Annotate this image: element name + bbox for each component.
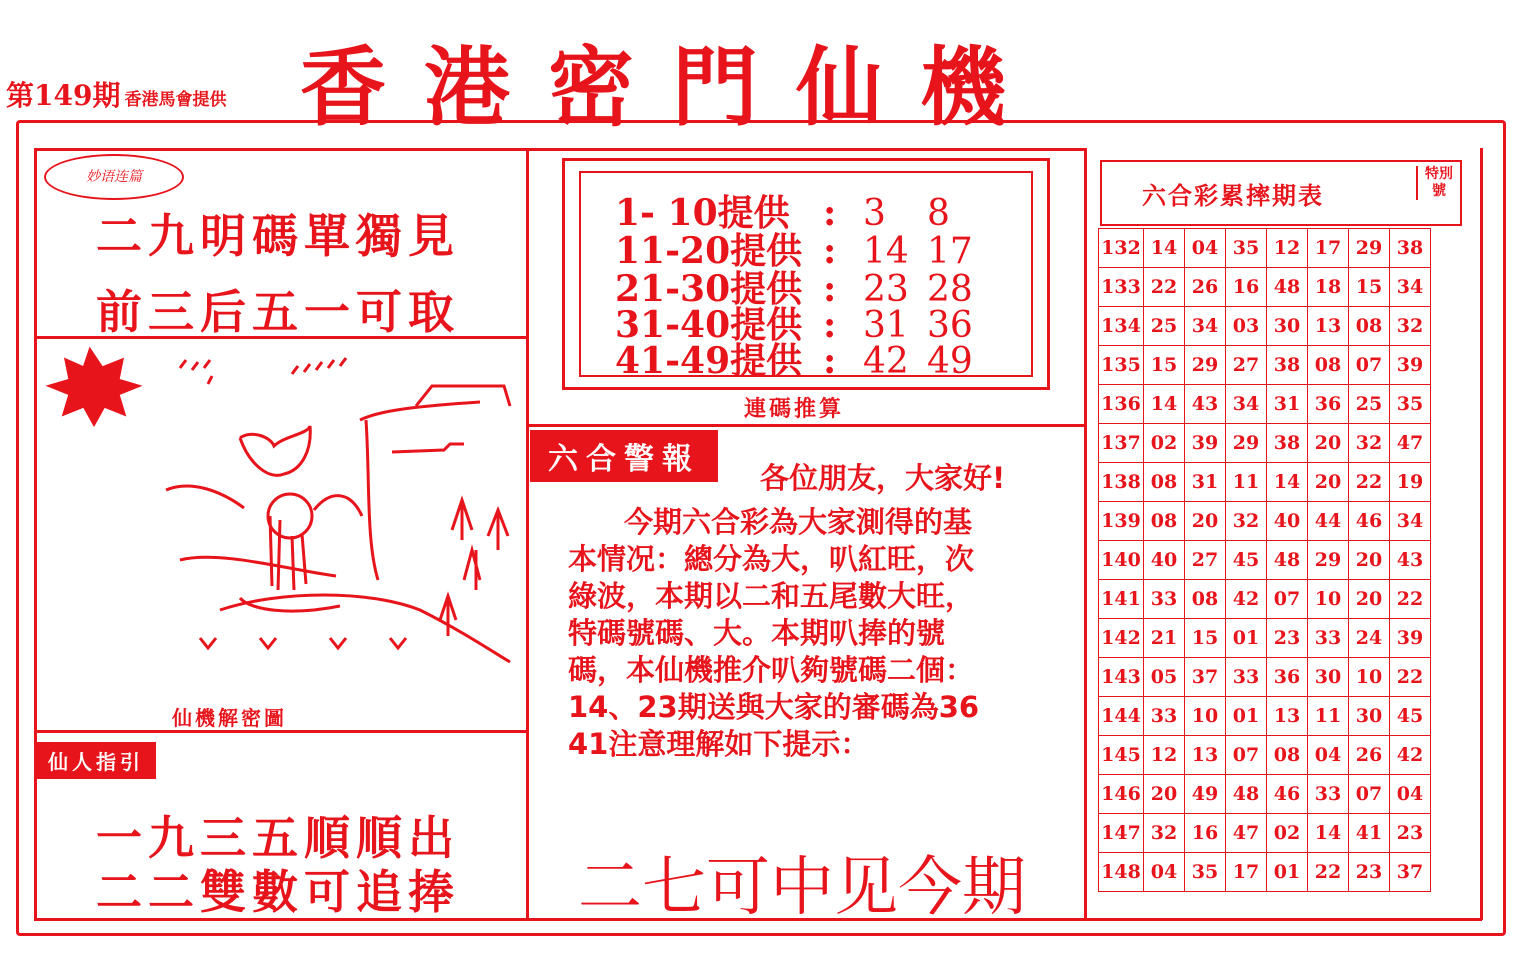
- table-row: [1099, 853, 1431, 892]
- number-cell: 10: [1308, 580, 1349, 619]
- issue-cell: 140: [1099, 541, 1144, 580]
- table-row: [1099, 580, 1431, 619]
- inner-top-border: [34, 148, 1084, 151]
- number-cell: 19: [1390, 463, 1431, 502]
- number-cell: 38: [1390, 229, 1431, 268]
- alert-body: [568, 504, 1068, 763]
- range-row: [615, 333, 991, 384]
- number-cell: 34: [1390, 502, 1431, 541]
- number-cell: 08: [1267, 736, 1308, 775]
- table-row: [1099, 658, 1431, 697]
- number-cell: 39: [1185, 424, 1226, 463]
- number-cell: 23: [1390, 814, 1431, 853]
- guide-line-1: 一九三五順順出: [96, 811, 460, 865]
- number-cell: 20: [1308, 424, 1349, 463]
- number-cell: 32: [1144, 814, 1185, 853]
- issue-cell: 148: [1099, 853, 1144, 892]
- number-cell: 08: [1144, 502, 1185, 541]
- guide-tag: 仙人指引: [36, 742, 156, 779]
- number-cell: 20: [1308, 463, 1349, 502]
- number-cell: 13: [1308, 307, 1349, 346]
- range-label: 1- 10提供: [615, 192, 790, 234]
- number-cell: 29: [1226, 424, 1267, 463]
- number-cell: 39: [1390, 619, 1431, 658]
- number-cell: 22: [1390, 658, 1431, 697]
- table-row: [1099, 229, 1431, 268]
- number-cell: 15: [1185, 619, 1226, 658]
- number-cell: 01: [1226, 619, 1267, 658]
- range-colon: :: [823, 340, 837, 382]
- number-cell: 43: [1185, 385, 1226, 424]
- issue-cell: 139: [1099, 502, 1144, 541]
- number-cell: 13: [1185, 736, 1226, 775]
- number-cell: 43: [1390, 541, 1431, 580]
- range-value-b: 28: [927, 269, 973, 310]
- number-cell: 35: [1226, 229, 1267, 268]
- range-value-a: 23: [863, 269, 909, 310]
- table-row: [1099, 268, 1431, 307]
- number-cell: 16: [1226, 268, 1267, 307]
- number-cell: 04: [1390, 775, 1431, 814]
- number-cell: 36: [1308, 385, 1349, 424]
- number-cell: 44: [1308, 502, 1349, 541]
- number-cell: 08: [1349, 307, 1390, 346]
- alert-line: 碼，本仙機推介叭夠號碼二個：: [568, 653, 975, 687]
- phrase-badge: 妙语连篇: [44, 154, 184, 200]
- number-cell: 34: [1226, 385, 1267, 424]
- number-cell: 47: [1390, 424, 1431, 463]
- number-cell: 16: [1185, 814, 1226, 853]
- alert-tag: 六合警報: [530, 430, 718, 482]
- table-row: [1099, 463, 1431, 502]
- issue-cell: 145: [1099, 736, 1144, 775]
- number-cell: 20: [1349, 580, 1390, 619]
- issue-cell: 143: [1099, 658, 1144, 697]
- number-cell: 23: [1349, 853, 1390, 892]
- number-cell: 36: [1267, 658, 1308, 697]
- number-cell: 48: [1267, 268, 1308, 307]
- number-cell: 14: [1144, 385, 1185, 424]
- number-cell: 40: [1267, 502, 1308, 541]
- divider-middle: [528, 424, 1084, 427]
- number-cell: 07: [1349, 775, 1390, 814]
- number-cell: 20: [1349, 541, 1390, 580]
- issue-cell: 138: [1099, 463, 1144, 502]
- number-cell: 38: [1267, 424, 1308, 463]
- number-cell: 22: [1308, 853, 1349, 892]
- number-cell: 33: [1144, 697, 1185, 736]
- number-cell: 38: [1267, 346, 1308, 385]
- number-cell: 12: [1144, 736, 1185, 775]
- number-cell: 32: [1390, 307, 1431, 346]
- number-cell: 35: [1185, 853, 1226, 892]
- number-cell: 37: [1390, 853, 1431, 892]
- alert-line: 41注意理解如下提示：: [568, 727, 870, 761]
- number-cell: 25: [1144, 307, 1185, 346]
- table-row: [1099, 775, 1431, 814]
- results-title: 六合彩累摔期表: [1142, 182, 1324, 210]
- number-cell: 46: [1267, 775, 1308, 814]
- number-cell: 22: [1144, 268, 1185, 307]
- number-cell: 35: [1390, 385, 1431, 424]
- alert-bottom-line: 二七可中见今期: [578, 851, 1026, 925]
- number-cell: 14: [1267, 463, 1308, 502]
- number-cell: 04: [1144, 853, 1185, 892]
- inner-right-border: [1480, 148, 1483, 920]
- range-colon: :: [823, 192, 837, 234]
- number-cell: 02: [1267, 814, 1308, 853]
- number-cell: 07: [1267, 580, 1308, 619]
- issue-cell: 134: [1099, 307, 1144, 346]
- issue-cell: 141: [1099, 580, 1144, 619]
- number-cell: 49: [1185, 775, 1226, 814]
- issue-cell: 144: [1099, 697, 1144, 736]
- number-cell: 22: [1349, 463, 1390, 502]
- number-cell: 46: [1349, 502, 1390, 541]
- issue-cell: 146: [1099, 775, 1144, 814]
- special-number-label: 特別號: [1416, 166, 1454, 200]
- number-cell: 31: [1185, 463, 1226, 502]
- issue-cell: 147: [1099, 814, 1144, 853]
- alert-line: 14、23期送與大家的審碼為36: [568, 690, 980, 724]
- number-cell: 29: [1308, 541, 1349, 580]
- number-cell: 32: [1349, 424, 1390, 463]
- number-cell: 13: [1267, 697, 1308, 736]
- number-cell: 10: [1185, 697, 1226, 736]
- number-cell: 22: [1390, 580, 1431, 619]
- number-cell: 27: [1185, 541, 1226, 580]
- number-cell: 23: [1267, 619, 1308, 658]
- number-cell: 29: [1349, 229, 1390, 268]
- number-cell: 05: [1144, 658, 1185, 697]
- number-cell: 34: [1185, 307, 1226, 346]
- deer-illustration: [40, 340, 526, 700]
- guide-line-2: 二二雙數可追捧: [96, 865, 460, 919]
- table-row: [1099, 307, 1431, 346]
- range-value-b: 36: [927, 305, 973, 346]
- range-label: 41-49提供: [615, 340, 803, 382]
- number-cell: 30: [1308, 658, 1349, 697]
- number-cell: 08: [1144, 463, 1185, 502]
- alert-line: 綠波，本期以二和五尾數大旺，: [568, 579, 975, 613]
- range-value-b: 49: [927, 341, 973, 382]
- number-cell: 26: [1349, 736, 1390, 775]
- number-cell: 30: [1349, 697, 1390, 736]
- alert-greeting: 各位朋友，大家好!: [760, 461, 1006, 495]
- number-cell: 11: [1226, 463, 1267, 502]
- number-cell: 30: [1267, 307, 1308, 346]
- hint-line-2: 前三后五一可取: [96, 285, 460, 339]
- range-colon: :: [823, 304, 837, 346]
- issue-cell: 136: [1099, 385, 1144, 424]
- number-cell: 33: [1144, 580, 1185, 619]
- number-cell: 31: [1267, 385, 1308, 424]
- number-cell: 25: [1349, 385, 1390, 424]
- number-cell: 29: [1185, 346, 1226, 385]
- issue-cell: 142: [1099, 619, 1144, 658]
- number-cell: 14: [1308, 814, 1349, 853]
- issue-cell: 135: [1099, 346, 1144, 385]
- issue-cell: 133: [1099, 268, 1144, 307]
- number-cell: 03: [1226, 307, 1267, 346]
- number-cell: 12: [1267, 229, 1308, 268]
- number-cell: 17: [1308, 229, 1349, 268]
- number-cell: 37: [1185, 658, 1226, 697]
- number-cell: 07: [1226, 736, 1267, 775]
- number-cell: 34: [1390, 268, 1431, 307]
- range-label: 21-30提供: [615, 268, 803, 310]
- number-cell: 48: [1267, 541, 1308, 580]
- range-value-a: 3: [863, 193, 886, 234]
- range-value-b: 17: [927, 231, 973, 272]
- number-cell: 40: [1144, 541, 1185, 580]
- number-cell: 08: [1185, 580, 1226, 619]
- number-cell: 21: [1144, 619, 1185, 658]
- issue-cell: 132: [1099, 229, 1144, 268]
- number-cell: 01: [1267, 853, 1308, 892]
- range-value-b: 8: [927, 193, 950, 234]
- table-row: [1099, 619, 1431, 658]
- range-box: [562, 158, 1050, 390]
- number-cell: 15: [1349, 268, 1390, 307]
- table-row: [1099, 541, 1431, 580]
- table-row: [1099, 502, 1431, 541]
- inner-left-border: [34, 148, 37, 918]
- number-cell: 41: [1349, 814, 1390, 853]
- number-cell: 26: [1185, 268, 1226, 307]
- range-label: 31-40提供: [615, 304, 803, 346]
- divider-right: [1084, 148, 1087, 918]
- issue-label: 第149期: [6, 79, 121, 112]
- number-cell: 33: [1226, 658, 1267, 697]
- number-cell: 08: [1308, 346, 1349, 385]
- number-cell: 32: [1226, 502, 1267, 541]
- number-cell: 04: [1185, 229, 1226, 268]
- results-table: [1098, 228, 1431, 892]
- provider-label: 香港馬會提供: [124, 90, 227, 110]
- number-cell: 45: [1226, 541, 1267, 580]
- range-caption: 連碼推算: [744, 397, 845, 422]
- table-row: [1099, 424, 1431, 463]
- number-cell: 48: [1226, 775, 1267, 814]
- number-cell: 20: [1185, 502, 1226, 541]
- number-cell: 02: [1144, 424, 1185, 463]
- divider-left: [526, 148, 529, 918]
- number-cell: 15: [1144, 346, 1185, 385]
- hint-line-1: 二九明碼單獨見: [96, 209, 460, 263]
- number-cell: 01: [1226, 697, 1267, 736]
- number-cell: 07: [1349, 346, 1390, 385]
- number-cell: 17: [1226, 853, 1267, 892]
- alert-line: 特碼號碼、大。本期叭捧的號: [568, 616, 946, 650]
- range-colon: :: [823, 230, 837, 272]
- page-title: 香港密門仙機: [300, 38, 1044, 138]
- range-label: 11-20提供: [615, 230, 803, 272]
- range-value-a: 42: [863, 341, 909, 382]
- table-row: [1099, 346, 1431, 385]
- number-cell: 27: [1226, 346, 1267, 385]
- number-cell: 14: [1144, 229, 1185, 268]
- number-cell: 47: [1226, 814, 1267, 853]
- number-cell: 10: [1349, 658, 1390, 697]
- number-cell: 18: [1308, 268, 1349, 307]
- table-row: [1099, 736, 1431, 775]
- number-cell: 33: [1308, 619, 1349, 658]
- number-cell: 20: [1144, 775, 1185, 814]
- range-value-a: 14: [863, 231, 909, 272]
- issue-number: [6, 74, 226, 114]
- number-cell: 42: [1226, 580, 1267, 619]
- results-header: [1100, 160, 1462, 226]
- number-cell: 11: [1308, 697, 1349, 736]
- number-cell: 33: [1308, 775, 1349, 814]
- number-cell: 42: [1390, 736, 1431, 775]
- range-colon: :: [823, 268, 837, 310]
- table-row: [1099, 697, 1431, 736]
- number-cell: 45: [1390, 697, 1431, 736]
- picture-caption: 仙機解密圖: [172, 706, 287, 730]
- alert-line: 本情况：總分為大，叭紅旺，次: [568, 542, 975, 576]
- issue-cell: 137: [1099, 424, 1144, 463]
- number-cell: 39: [1390, 346, 1431, 385]
- range-value-a: 31: [863, 305, 909, 346]
- table-row: [1099, 814, 1431, 853]
- table-row: [1099, 385, 1431, 424]
- number-cell: 24: [1349, 619, 1390, 658]
- alert-line: 今期六合彩為大家測得的基: [624, 505, 973, 539]
- number-cell: 04: [1308, 736, 1349, 775]
